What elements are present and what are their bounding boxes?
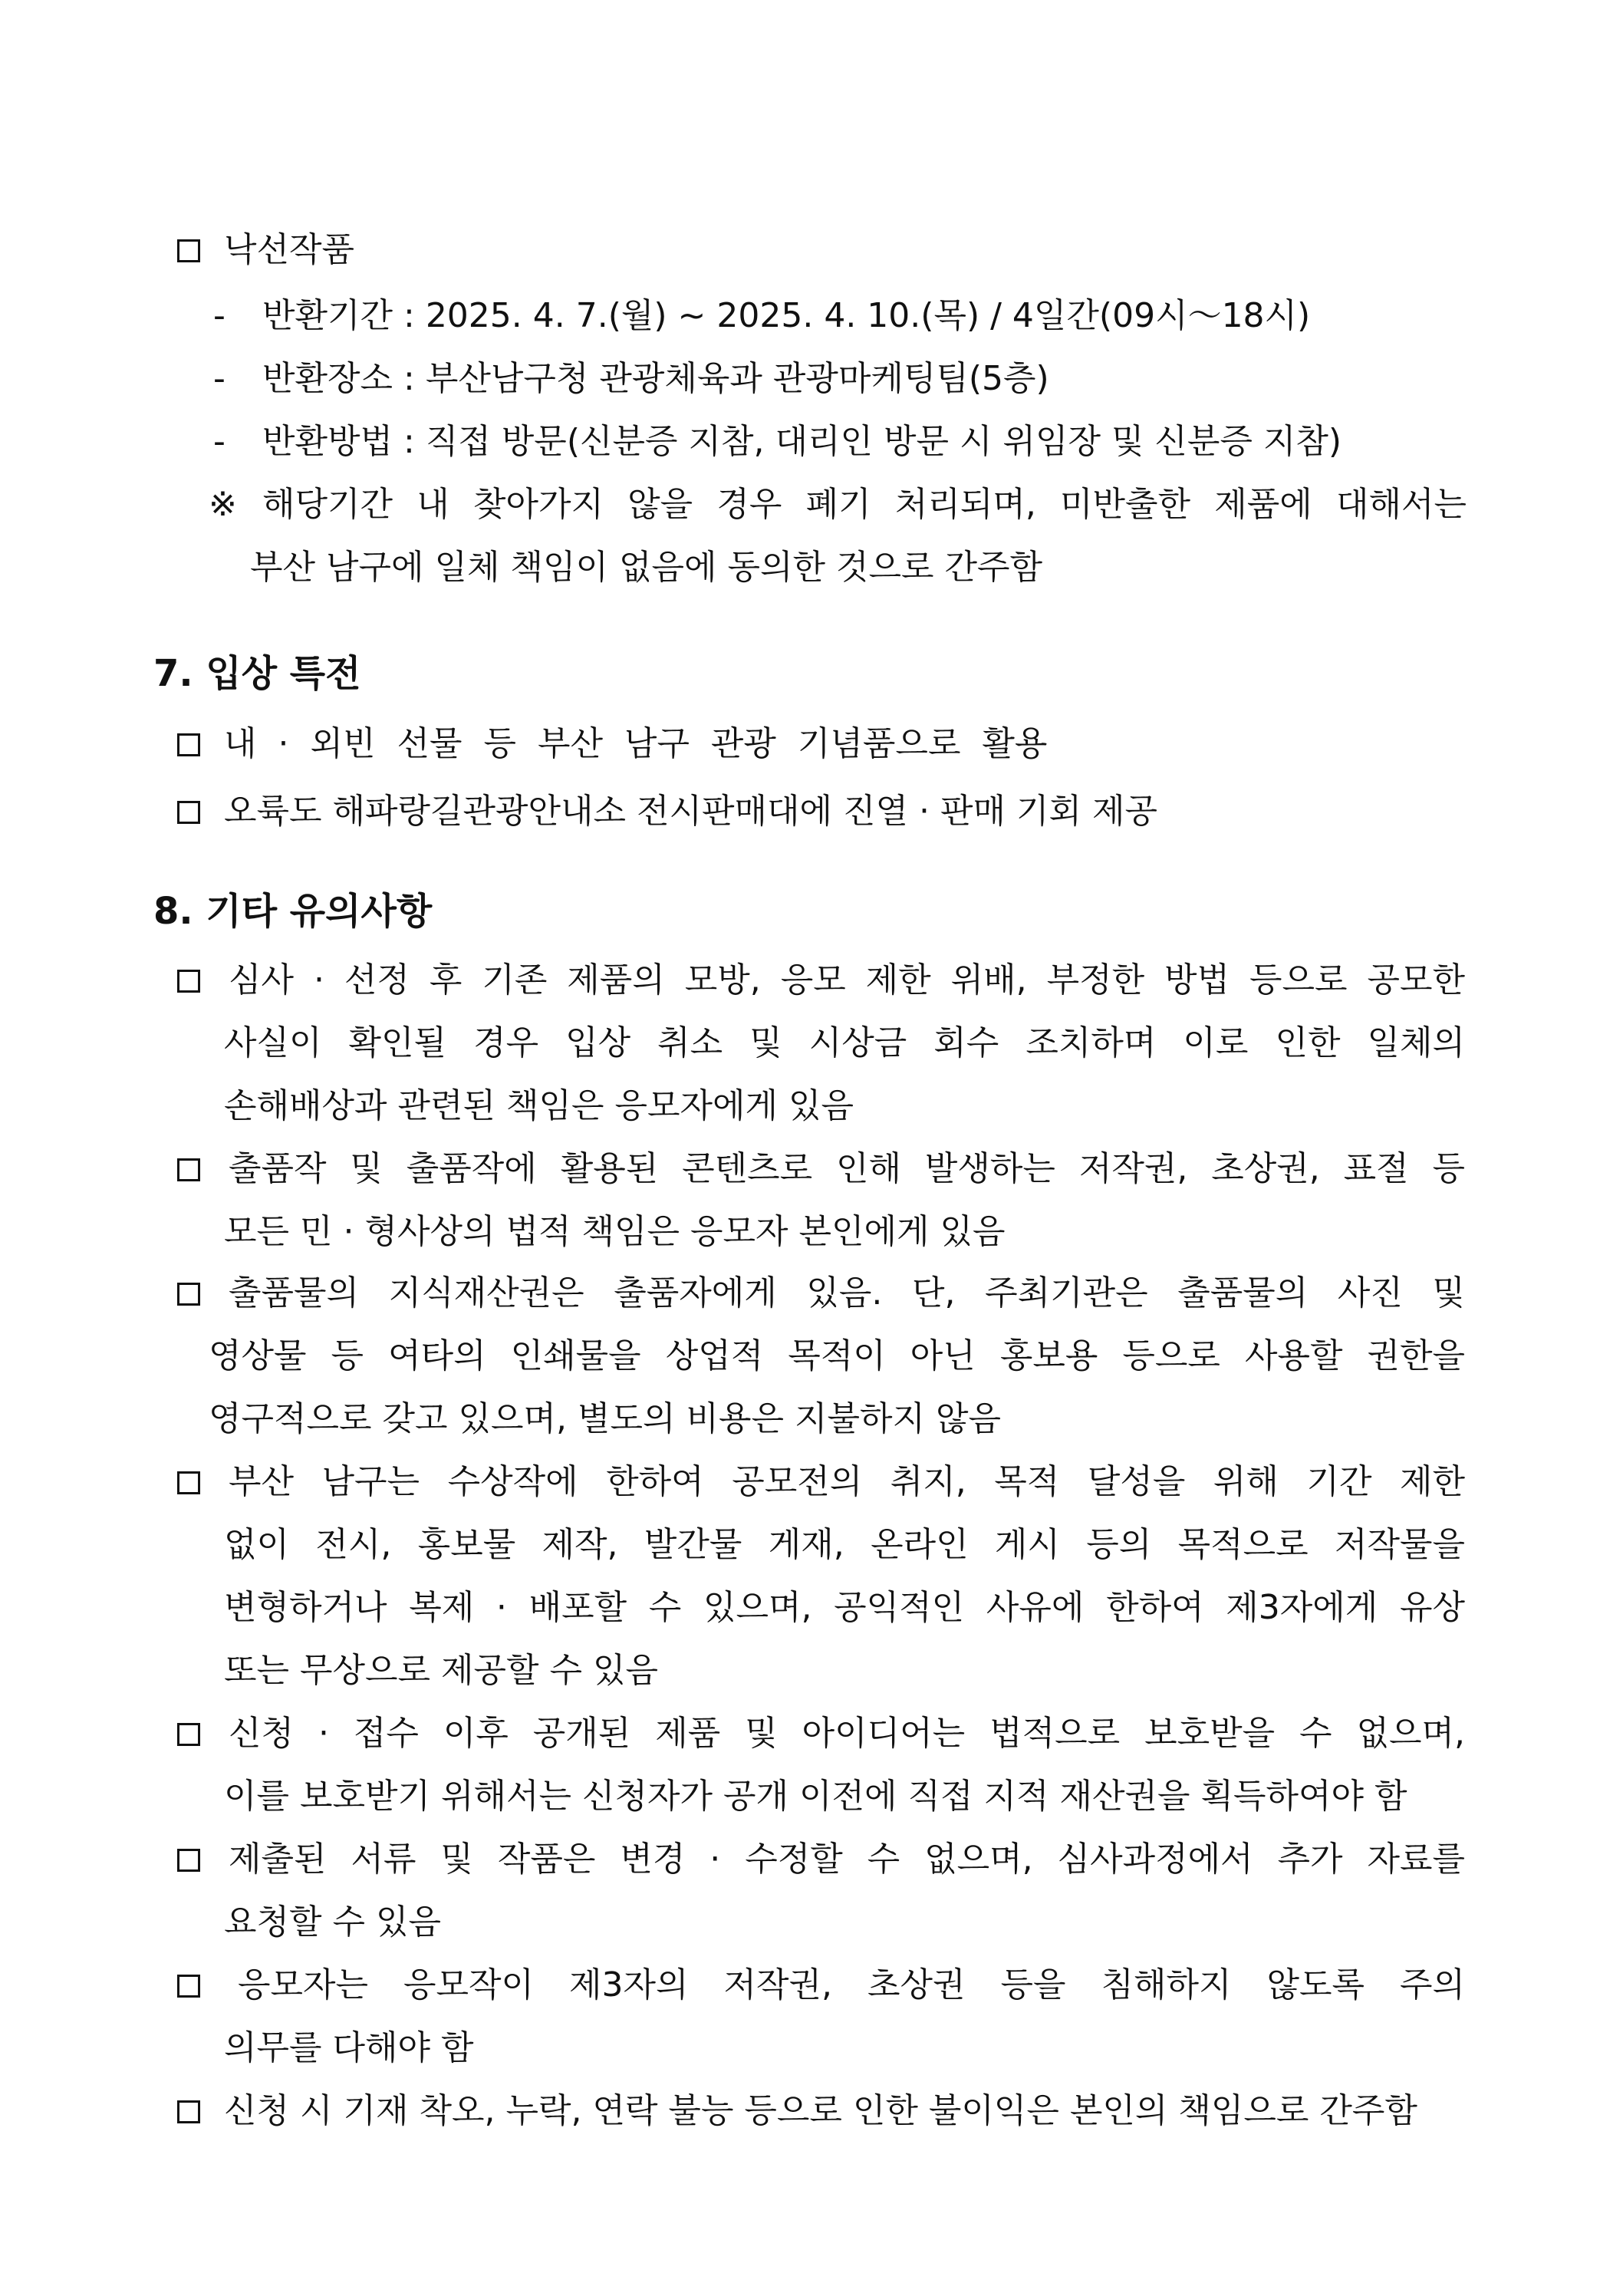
section-8-item-4-line-1: 부산 남구는 수상작에 한하여 공모전의 취지, 목적 달성을 위해 기간 제한	[229, 1462, 1465, 1501]
section-8-item-5-line-1: 신청 · 접수 이후 공개된 제품 및 아이디어는 법적으로 보호받을 수 없으며,	[229, 1714, 1465, 1753]
checkbox-icon	[177, 801, 200, 824]
checkbox-icon	[177, 1849, 200, 1872]
section-7-title: 7. 입상 특전	[153, 652, 361, 695]
section-8-item-4-line-2: 없이 전시, 홍보물 제작, 발간물 게재, 온라인 게시 등의 목적으로 저작물을	[224, 1525, 1465, 1564]
section-8-title: 8. 기타 유의사항	[153, 890, 433, 933]
section-8-item-5-line-2: 이를 보호받기 위해서는 신청자가 공개 이전에 직접 지적 재산권을 획득하여야 함	[224, 1777, 1407, 1816]
checkbox-icon	[177, 1723, 200, 1746]
section-8-item-2-line-1: 출품작 및 출품작에 활용된 콘텐츠로 인해 발생하는 저작권, 초상권, 표절 등	[229, 1149, 1465, 1188]
checkbox-icon	[177, 1471, 200, 1494]
checkbox-icon	[177, 239, 200, 262]
section-8-item-1-line-1: 심사 · 선정 후 기존 제품의 모방, 응모 제한 위배, 부정한 방법 등으로 공모한	[229, 960, 1465, 1000]
section-8-item-1-line-3: 손해배상과 관련된 책임은 응모자에게 있음	[224, 1086, 854, 1125]
section-8-item-7-line-1: 응모자는 응모작이 제3자의 저작권, 초상권 등을 침해하지 않도록 주의	[238, 1965, 1465, 2004]
rejected-heading: 낙선작품	[224, 230, 355, 269]
checkbox-icon	[177, 1975, 200, 1998]
checkbox-icon	[177, 733, 200, 756]
note-mark: ※	[209, 485, 237, 524]
dash-bullet: -	[213, 422, 226, 461]
checkbox-icon	[177, 1158, 200, 1181]
section-8-item-3-line-1: 출품물의 지식재산권은 출품자에게 있음. 단, 주최기관은 출품물의 사진 및	[229, 1273, 1465, 1313]
note-line-2: 부산 남구에 일체 책임이 없음에 동의한 것으로 간주함	[250, 548, 1042, 587]
dash-bullet: -	[213, 296, 226, 335]
note-line-1: 해당기간 내 찾아가지 않을 경우 폐기 처리되며, 미반출한 제품에 대해서는	[262, 485, 1467, 524]
dash-bullet: -	[213, 359, 226, 398]
section-7-item-2: 오륙도 해파랑길관광안내소 전시판매대에 진열 · 판매 기회 제공	[224, 792, 1157, 831]
return-place: 반환장소 : 부산남구청 관광체육과 관광마케팅팀(5층)	[262, 359, 1049, 398]
section-8-item-1-line-2: 사실이 확인될 경우 입상 취소 및 시상금 회수 조치하며 이로 인한 일체의	[224, 1023, 1465, 1062]
section-8-item-4-line-4: 또는 무상으로 제공할 수 있음	[224, 1651, 658, 1690]
checkbox-icon	[177, 970, 200, 993]
section-8-item-4-line-3: 변형하거나 복제 · 배포할 수 있으며, 공익적인 사유에 한하여 제3자에게 유상	[224, 1588, 1465, 1627]
section-7-item-1: 내 · 외빈 선물 등 부산 남구 관광 기념품으로 활용	[224, 724, 1048, 763]
section-8-item-3-line-2: 영상물 등 여타의 인쇄물을 상업적 목적이 아닌 홍보용 등으로 사용할 권한을	[209, 1336, 1465, 1375]
return-method: 반환방법 : 직접 방문(신분증 지참, 대리인 방문 시 위임장 및 신분증 지참)	[262, 422, 1342, 461]
return-period: 반환기간 : 2025. 4. 7.(월) ~ 2025. 4. 10.(목) / 4일간(09시～18시)	[262, 296, 1311, 335]
section-8-item-6-line-2: 요청할 수 있음	[224, 1902, 441, 1942]
section-8-item-3-line-3: 영구적으로 갖고 있으며, 별도의 비용은 지불하지 않음	[209, 1399, 1001, 1438]
checkbox-icon	[177, 2100, 200, 2123]
section-8-item-6-line-1: 제출된 서류 및 작품은 변경 · 수정할 수 없으며, 심사과정에서 추가 자료를	[229, 1840, 1465, 1879]
section-8-item-2-line-2: 모든 민 · 형사상의 법적 책임은 응모자 본인에게 있음	[224, 1212, 1006, 1251]
checkbox-icon	[177, 1283, 200, 1306]
section-8-item-7-line-2: 의무를 다해야 함	[224, 2028, 474, 2067]
section-8-item-8: 신청 시 기재 착오, 누락, 연락 불능 등으로 인한 불이익은 본인의 책임으로 간주함	[224, 2091, 1417, 2130]
